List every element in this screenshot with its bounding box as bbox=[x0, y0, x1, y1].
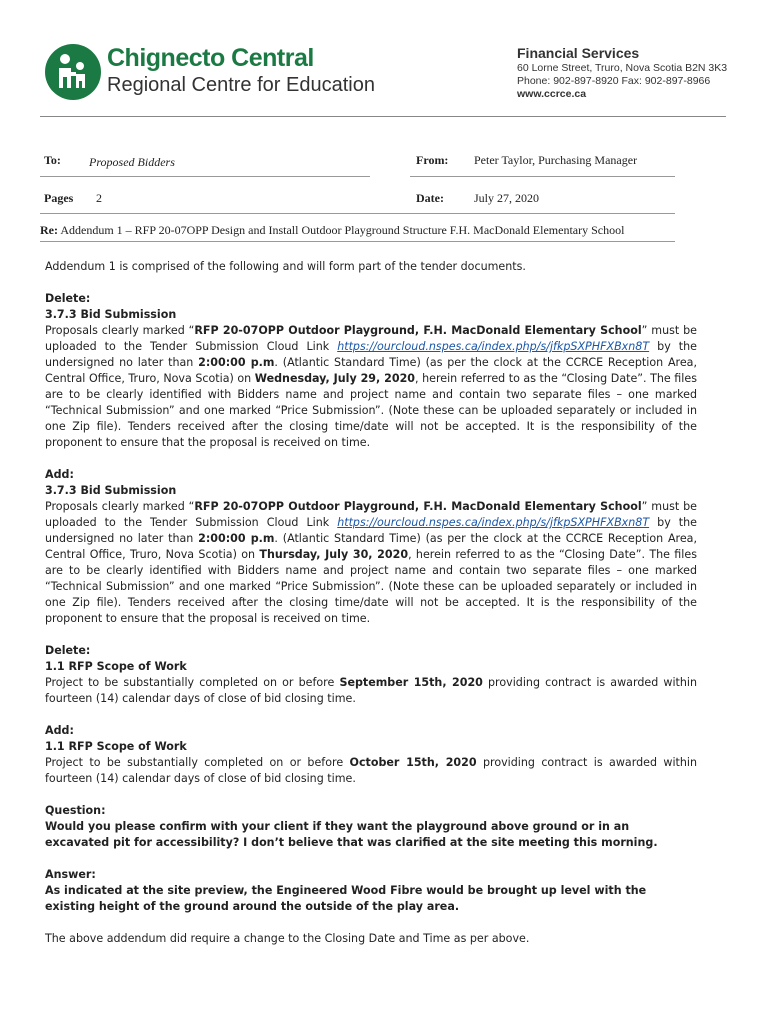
section-4-heading: 1.1 RFP Scope of Work bbox=[45, 740, 187, 753]
section-3-paragraph: Project to be substantially completed on or before September 15th, 2020 providing contract is awarded within fourteen (14) calendar days of close of bid closing time. bbox=[45, 676, 698, 705]
department-address: 60 Lorne Street, Truro, Nova Scotia B2N 3K3 bbox=[517, 62, 728, 74]
date-label: Date: bbox=[416, 191, 444, 205]
from-value: Peter Taylor, Purchasing Manager bbox=[474, 153, 638, 167]
re-value: Addendum 1 – RFP 20-07OPP Design and Install Outdoor Playground Structure F.H. MacDonald Elementary School bbox=[60, 223, 625, 237]
memo-divider-left bbox=[40, 176, 370, 177]
section-1-heading: 3.7.3 Bid Submission bbox=[45, 308, 177, 321]
header-divider bbox=[40, 116, 726, 117]
pages-value: 2 bbox=[96, 191, 102, 205]
re-divider bbox=[40, 241, 675, 242]
from-label: From: bbox=[416, 153, 449, 167]
department-website[interactable]: www.ccrce.ca bbox=[517, 88, 587, 100]
memo-divider-right bbox=[410, 176, 675, 177]
section-3-action: Delete: bbox=[45, 644, 91, 657]
org-name: Chignecto Central bbox=[107, 44, 314, 72]
closing-text: The above addendum did require a change to the Closing Date and Time as per above. bbox=[45, 932, 530, 945]
question-label: Question: bbox=[45, 804, 106, 817]
family-figures-logo-icon bbox=[45, 44, 101, 100]
addendum-body bbox=[45, 259, 697, 947]
re-label: Re: bbox=[40, 223, 58, 237]
section-3-heading: 1.1 RFP Scope of Work bbox=[45, 660, 187, 673]
department-name: Financial Services bbox=[517, 45, 640, 61]
answer-text: As indicated at the site preview, the Engineered Wood Fibre would be brought up level with the existing height of the ground around the outside of the play area. bbox=[45, 884, 647, 913]
section-4-paragraph: Project to be substantially completed on or before October 15th, 2020 providing contract is awarded within fourteen (14) calendar days of close of bid closing time. bbox=[45, 756, 698, 785]
department-phone-fax: Phone: 902-897-8920 Fax: 902-897-8966 bbox=[517, 75, 711, 87]
org-subtitle: Regional Centre for Education bbox=[107, 74, 375, 96]
pages-label: Pages bbox=[44, 191, 74, 205]
section-1-paragraph: Proposals clearly marked “RFP 20-07OPP Outdoor Playground, F.H. MacDonald Elementary School” must be uploaded to the Tender Submission Cloud Link https://ourcloud.nspes.ca/index.php/s/jfkpSXPHFXBxn8T by the undersigned no later than 2:00:00 p.m. (Atlantic Standard Time) (as per the clock at the CCRCE Reception Area, Central Office, Truro, Nova Scotia) on Wednesday, July 29, 2020, herein referred to as the “Closing Date”. The files are to be clearly identified with Bidders name and project name and contain two separate files – one marked “Technical Submission” and one marked “Price Submission”. (Note these can be uploaded separately or included in one Zip file). Tenders received after the closing time/date will not be accepted. It is the responsibility of the proponent to ensure that the proposal is received on time. bbox=[45, 324, 698, 449]
question-text: Would you please confirm with your client if they want the playground above ground or in an excavated pit for accessibility? I don’t believe that was clarified at the site meeting this morning. bbox=[45, 820, 658, 849]
section-2-heading: 3.7.3 Bid Submission bbox=[45, 484, 177, 497]
to-label: To: bbox=[44, 153, 61, 167]
date-value: July 27, 2020 bbox=[474, 191, 540, 205]
memo-divider-bottom bbox=[40, 213, 675, 214]
section-2-paragraph: Proposals clearly marked “RFP 20-07OPP Outdoor Playground, F.H. MacDonald Elementary School” must be uploaded to the Tender Submission Cloud Link https://ourcloud.nspes.ca/index.php/s/jfkpSXPHFXBxn8T by the undersigned no later than 2:00:00 p.m. (Atlantic Standard Time) (as per the clock at the CCRCE Reception Area, Central Office, Truro, Nova Scotia) on Thursday, July 30, 2020, herein referred to as the “Closing Date”. The files are to be clearly identified with Bidders name and project name and contain two separate files – one marked “Technical Submission” and one marked “Price Submission”. (Note these can be uploaded separately or included in one Zip file). Tenders received after the closing time/date will not be accepted. It is the responsibility of the proponent to ensure that the proposal is received on time. bbox=[45, 500, 698, 625]
section-4-action: Add: bbox=[45, 724, 74, 737]
section-2-action: Add: bbox=[45, 468, 74, 481]
section-1-action: Delete: bbox=[45, 292, 91, 305]
to-value: Proposed Bidders bbox=[89, 155, 175, 169]
cloud-link[interactable]: https://ourcloud.nspes.ca/index.php/s/jfkpSXPHFXBxn8T bbox=[337, 516, 650, 529]
cloud-link[interactable]: https://ourcloud.nspes.ca/index.php/s/jfkpSXPHFXBxn8T bbox=[337, 340, 650, 353]
answer-label: Answer: bbox=[45, 868, 96, 881]
intro-text: Addendum 1 is comprised of the following and will form part of the tender documents. bbox=[45, 260, 526, 273]
re-line bbox=[40, 223, 624, 238]
department-contact-block bbox=[517, 45, 727, 101]
